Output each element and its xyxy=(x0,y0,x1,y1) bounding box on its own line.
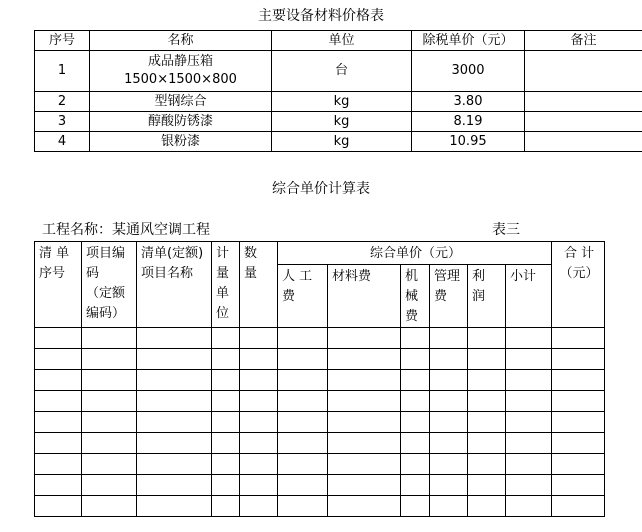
table-cell xyxy=(35,412,82,433)
table-cell xyxy=(506,475,552,496)
composite-unit-price-table xyxy=(34,241,605,517)
cell-unit: kg xyxy=(272,132,412,152)
table-cell xyxy=(212,412,240,433)
table-cell xyxy=(468,475,506,496)
table-row xyxy=(35,51,642,92)
table-cell xyxy=(506,391,552,412)
table-cell xyxy=(552,349,605,370)
header-code-line3: （定额 xyxy=(86,286,126,301)
cell-name-line1: 成品静压箱 xyxy=(147,54,213,69)
header-item-name-line2: 项目名称 xyxy=(141,266,194,281)
header-mgmt-line1: 管理 xyxy=(434,269,461,284)
table-cell xyxy=(468,496,506,517)
table-cell xyxy=(212,475,240,496)
table-cell xyxy=(430,328,468,349)
table-row xyxy=(35,132,642,152)
cell-name: 醇酸防锈漆 xyxy=(90,112,272,132)
header-subtotal: 小计 xyxy=(506,265,552,328)
table-cell xyxy=(401,433,430,454)
table-cell xyxy=(430,412,468,433)
table-cell xyxy=(328,349,401,370)
table-cell xyxy=(212,433,240,454)
table-cell xyxy=(506,349,552,370)
table-cell xyxy=(82,412,137,433)
table-cell xyxy=(137,391,212,412)
header-mgmt xyxy=(430,265,468,328)
header-profit xyxy=(468,265,506,328)
table-cell xyxy=(401,454,430,475)
table-cell xyxy=(552,328,605,349)
header-unit xyxy=(212,242,240,328)
table-cell xyxy=(137,412,212,433)
table-cell xyxy=(430,391,468,412)
table-header-row xyxy=(35,31,642,51)
table-cell xyxy=(506,412,552,433)
table-cell xyxy=(401,496,430,517)
table-cell xyxy=(82,433,137,454)
header-machine-text: 机械费 xyxy=(405,269,419,324)
table-cell xyxy=(212,496,240,517)
table-cell xyxy=(278,391,328,412)
header-qty-text: 数量 xyxy=(244,246,258,281)
header-unit-text: 计量单位 xyxy=(216,246,230,321)
header-name: 名称 xyxy=(90,31,272,51)
table-cell xyxy=(401,475,430,496)
header-profit-line2: 润 xyxy=(472,289,486,304)
header-labor-line1: 人 工 xyxy=(282,269,313,284)
table-row xyxy=(35,496,605,517)
header-item-name-line1: 清单(定额) xyxy=(141,246,204,261)
table-cell xyxy=(401,349,430,370)
table-cell xyxy=(212,370,240,391)
table-cell xyxy=(430,370,468,391)
price-table-title: 主要设备材料价格表 xyxy=(258,8,384,24)
header-profit-line1: 利 xyxy=(472,269,486,284)
table-row xyxy=(35,349,605,370)
table-cell xyxy=(430,433,468,454)
table-cell xyxy=(552,496,605,517)
cell-unit: kg xyxy=(272,92,412,112)
cell-name xyxy=(90,51,272,92)
header-code xyxy=(82,242,137,328)
header-labor-line2: 费 xyxy=(282,289,296,304)
table-cell xyxy=(35,328,82,349)
cell-name: 银粉漆 xyxy=(90,132,272,152)
table-cell xyxy=(506,433,552,454)
header-labor xyxy=(278,265,328,328)
table-cell xyxy=(212,391,240,412)
cell-price: 8.19 xyxy=(412,112,525,132)
table-body xyxy=(35,328,605,517)
table-cell xyxy=(328,433,401,454)
cell-no: 4 xyxy=(35,132,90,152)
table-cell xyxy=(82,454,137,475)
cell-name-line2: 1500×1500×800 xyxy=(124,72,237,87)
table-cell xyxy=(35,454,82,475)
table-cell xyxy=(212,454,240,475)
table-cell xyxy=(328,391,401,412)
table-cell xyxy=(137,349,212,370)
table-row xyxy=(35,112,642,132)
table-cell xyxy=(212,349,240,370)
table-cell xyxy=(468,349,506,370)
table-cell xyxy=(35,475,82,496)
table-cell xyxy=(468,328,506,349)
table-header-row xyxy=(35,242,605,265)
material-price-table xyxy=(34,30,642,152)
cell-unit: 台 xyxy=(272,51,412,92)
unit-price-table-title: 综合单价计算表 xyxy=(272,181,370,197)
cell-note xyxy=(525,92,642,112)
table-cell xyxy=(240,349,278,370)
table-cell xyxy=(278,328,328,349)
table-cell xyxy=(468,370,506,391)
table-cell xyxy=(35,433,82,454)
header-total-line2: （元） xyxy=(559,266,599,281)
table-row xyxy=(35,391,605,412)
table-cell xyxy=(430,349,468,370)
table-cell xyxy=(430,454,468,475)
table-cell xyxy=(430,475,468,496)
table-cell xyxy=(278,454,328,475)
table-cell xyxy=(240,328,278,349)
table-cell xyxy=(278,475,328,496)
header-code-line2: 码 xyxy=(86,266,100,281)
cell-note xyxy=(525,112,642,132)
table-cell xyxy=(468,412,506,433)
table-cell xyxy=(137,496,212,517)
cell-no: 3 xyxy=(35,112,90,132)
table-cell xyxy=(82,328,137,349)
table-cell xyxy=(328,454,401,475)
cell-name: 型钢综合 xyxy=(90,92,272,112)
table-cell xyxy=(35,349,82,370)
table-row xyxy=(35,412,605,433)
table-cell xyxy=(137,370,212,391)
header-code-line4: 编码） xyxy=(86,306,126,321)
table-cell xyxy=(240,391,278,412)
project-name-label: 工程名称：某通风空调工程 xyxy=(42,222,210,238)
header-seq: 序号 xyxy=(35,31,90,51)
table-cell xyxy=(240,412,278,433)
table-cell xyxy=(240,475,278,496)
table-cell xyxy=(328,475,401,496)
table-cell xyxy=(278,349,328,370)
table-cell xyxy=(328,328,401,349)
header-total-line1: 合 计 xyxy=(563,246,595,261)
table-cell xyxy=(35,496,82,517)
header-machine xyxy=(401,265,430,328)
header-note: 备注 xyxy=(525,31,642,51)
cell-price: 3000 xyxy=(412,51,525,92)
table-cell xyxy=(401,412,430,433)
table-cell xyxy=(278,412,328,433)
table-cell xyxy=(278,496,328,517)
table-cell xyxy=(82,496,137,517)
table-row xyxy=(35,328,605,349)
table-cell xyxy=(552,391,605,412)
table-cell xyxy=(552,454,605,475)
header-material: 材料费 xyxy=(328,265,401,328)
table-cell xyxy=(137,475,212,496)
header-unit: 单位 xyxy=(272,31,412,51)
table-row xyxy=(35,92,642,112)
table-cell xyxy=(506,454,552,475)
cell-price: 3.80 xyxy=(412,92,525,112)
table-row xyxy=(35,433,605,454)
table-cell xyxy=(468,391,506,412)
table-cell xyxy=(552,370,605,391)
header-total xyxy=(552,242,605,328)
table-cell xyxy=(468,454,506,475)
header-qty xyxy=(240,242,278,328)
table-cell xyxy=(137,433,212,454)
header-price: 除税单价（元） xyxy=(412,31,525,51)
table-cell xyxy=(552,475,605,496)
table-row xyxy=(35,454,605,475)
table-cell xyxy=(506,328,552,349)
table-cell xyxy=(328,412,401,433)
table-cell xyxy=(552,433,605,454)
table-cell xyxy=(35,370,82,391)
table-cell xyxy=(401,328,430,349)
cell-price: 10.95 xyxy=(412,132,525,152)
cell-unit: kg xyxy=(272,112,412,132)
table-cell xyxy=(278,370,328,391)
table-cell xyxy=(82,370,137,391)
table-cell xyxy=(137,328,212,349)
cell-note xyxy=(525,51,642,92)
table-cell xyxy=(82,391,137,412)
table-cell xyxy=(240,433,278,454)
header-item-name xyxy=(137,242,212,328)
table-cell xyxy=(240,370,278,391)
table-cell xyxy=(137,454,212,475)
table-cell xyxy=(212,328,240,349)
table-cell xyxy=(328,370,401,391)
header-seq xyxy=(35,242,82,328)
table-cell xyxy=(552,412,605,433)
cell-note xyxy=(525,132,642,152)
header-code-line1: 项目编 xyxy=(86,246,126,261)
table-cell xyxy=(401,391,430,412)
table-number-label: 表三 xyxy=(492,222,520,238)
table-row xyxy=(35,475,605,496)
table-cell xyxy=(328,496,401,517)
table-cell xyxy=(506,496,552,517)
table-cell xyxy=(401,370,430,391)
table-cell xyxy=(240,496,278,517)
table-cell xyxy=(35,391,82,412)
table-cell xyxy=(506,370,552,391)
cell-no: 1 xyxy=(35,51,90,92)
table-cell xyxy=(82,475,137,496)
table-row xyxy=(35,370,605,391)
table-cell xyxy=(430,496,468,517)
table-cell xyxy=(468,433,506,454)
table-cell xyxy=(240,454,278,475)
table-cell xyxy=(82,349,137,370)
table-cell xyxy=(278,433,328,454)
header-mgmt-line2: 费 xyxy=(434,289,448,304)
header-seq-text: 清 单 序号 xyxy=(39,246,70,281)
cell-no: 2 xyxy=(35,92,90,112)
header-composite: 综合单价（元） xyxy=(278,242,552,265)
